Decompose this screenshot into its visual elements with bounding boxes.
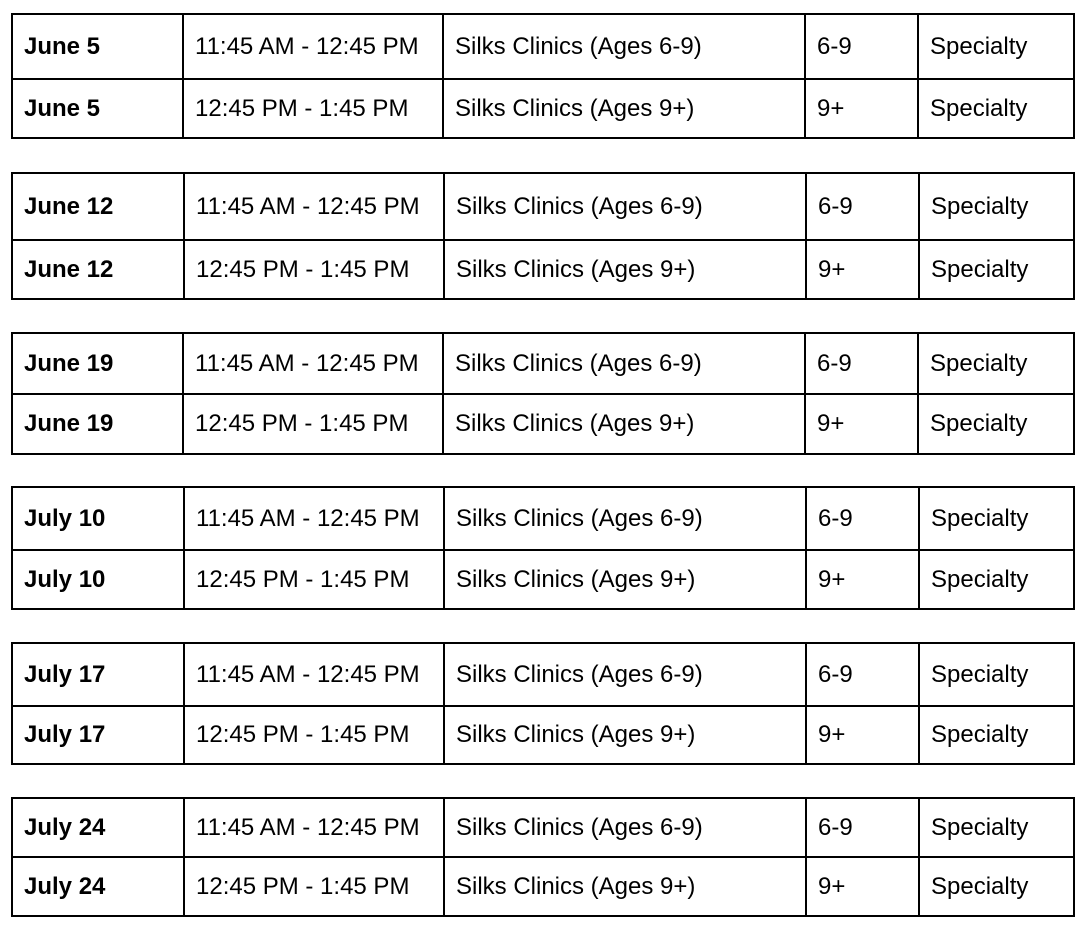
activity-cell: Silks Clinics (Ages 9+) — [444, 550, 806, 609]
time-cell: 12:45 PM - 1:45 PM — [184, 240, 444, 299]
ages-cell: 9+ — [806, 240, 919, 299]
date-cell: July 10 — [12, 550, 184, 609]
activity-cell: Silks Clinics (Ages 6-9) — [443, 333, 805, 394]
activity-cell: Silks Clinics (Ages 6-9) — [444, 643, 806, 706]
date-cell: June 5 — [12, 79, 183, 138]
schedule-table-june-5 — [11, 13, 1075, 139]
table-row — [12, 706, 1074, 764]
activity-cell: Silks Clinics (Ages 9+) — [443, 394, 805, 454]
table-row — [12, 857, 1074, 916]
ages-cell: 6-9 — [806, 487, 919, 550]
schedule-table-june-19 — [11, 332, 1075, 455]
time-cell: 12:45 PM - 1:45 PM — [183, 79, 443, 138]
ages-cell: 6-9 — [806, 173, 919, 240]
date-cell: June 19 — [12, 394, 183, 454]
schedule-table-july-24 — [11, 797, 1075, 917]
table-row — [12, 487, 1074, 550]
schedule-table-june-12 — [11, 172, 1075, 300]
date-cell: July 24 — [12, 857, 184, 916]
time-cell: 12:45 PM - 1:45 PM — [183, 394, 443, 454]
category-cell: Specialty — [919, 857, 1074, 916]
activity-cell: Silks Clinics (Ages 6-9) — [443, 14, 805, 79]
table-row — [12, 550, 1074, 609]
time-cell: 11:45 AM - 12:45 PM — [183, 14, 443, 79]
activity-cell: Silks Clinics (Ages 9+) — [444, 706, 806, 764]
table-row — [12, 333, 1074, 394]
activity-cell: Silks Clinics (Ages 9+) — [444, 857, 806, 916]
date-cell: June 12 — [12, 173, 184, 240]
category-cell: Specialty — [919, 798, 1074, 857]
table-row — [12, 79, 1074, 138]
date-cell: July 17 — [12, 643, 184, 706]
ages-cell: 9+ — [806, 857, 919, 916]
ages-cell: 6-9 — [805, 333, 918, 394]
time-cell: 12:45 PM - 1:45 PM — [184, 706, 444, 764]
category-cell: Specialty — [919, 550, 1074, 609]
time-cell: 11:45 AM - 12:45 PM — [184, 173, 444, 240]
date-cell: June 12 — [12, 240, 184, 299]
ages-cell: 9+ — [805, 79, 918, 138]
table-row — [12, 394, 1074, 454]
category-cell: Specialty — [918, 333, 1074, 394]
activity-cell: Silks Clinics (Ages 6-9) — [444, 798, 806, 857]
date-cell: June 19 — [12, 333, 183, 394]
time-cell: 12:45 PM - 1:45 PM — [184, 550, 444, 609]
ages-cell: 6-9 — [806, 798, 919, 857]
activity-cell: Silks Clinics (Ages 9+) — [443, 79, 805, 138]
date-cell: June 5 — [12, 14, 183, 79]
ages-cell: 9+ — [805, 394, 918, 454]
time-cell: 11:45 AM - 12:45 PM — [183, 333, 443, 394]
category-cell: Specialty — [918, 394, 1074, 454]
ages-cell: 9+ — [806, 706, 919, 764]
category-cell: Specialty — [918, 14, 1074, 79]
time-cell: 11:45 AM - 12:45 PM — [184, 798, 444, 857]
table-row — [12, 173, 1074, 240]
date-cell: July 10 — [12, 487, 184, 550]
date-cell: July 24 — [12, 798, 184, 857]
category-cell: Specialty — [918, 79, 1074, 138]
time-cell: 11:45 AM - 12:45 PM — [184, 643, 444, 706]
activity-cell: Silks Clinics (Ages 6-9) — [444, 173, 806, 240]
schedule-table-july-10 — [11, 486, 1075, 610]
category-cell: Specialty — [919, 643, 1074, 706]
table-row — [12, 240, 1074, 299]
ages-cell: 6-9 — [806, 643, 919, 706]
schedule-table-july-17 — [11, 642, 1075, 765]
time-cell: 12:45 PM - 1:45 PM — [184, 857, 444, 916]
category-cell: Specialty — [919, 173, 1074, 240]
table-row — [12, 798, 1074, 857]
table-row — [12, 14, 1074, 79]
date-cell: July 17 — [12, 706, 184, 764]
activity-cell: Silks Clinics (Ages 6-9) — [444, 487, 806, 550]
category-cell: Specialty — [919, 240, 1074, 299]
time-cell: 11:45 AM - 12:45 PM — [184, 487, 444, 550]
ages-cell: 6-9 — [805, 14, 918, 79]
ages-cell: 9+ — [806, 550, 919, 609]
activity-cell: Silks Clinics (Ages 9+) — [444, 240, 806, 299]
category-cell: Specialty — [919, 706, 1074, 764]
category-cell: Specialty — [919, 487, 1074, 550]
table-row — [12, 643, 1074, 706]
